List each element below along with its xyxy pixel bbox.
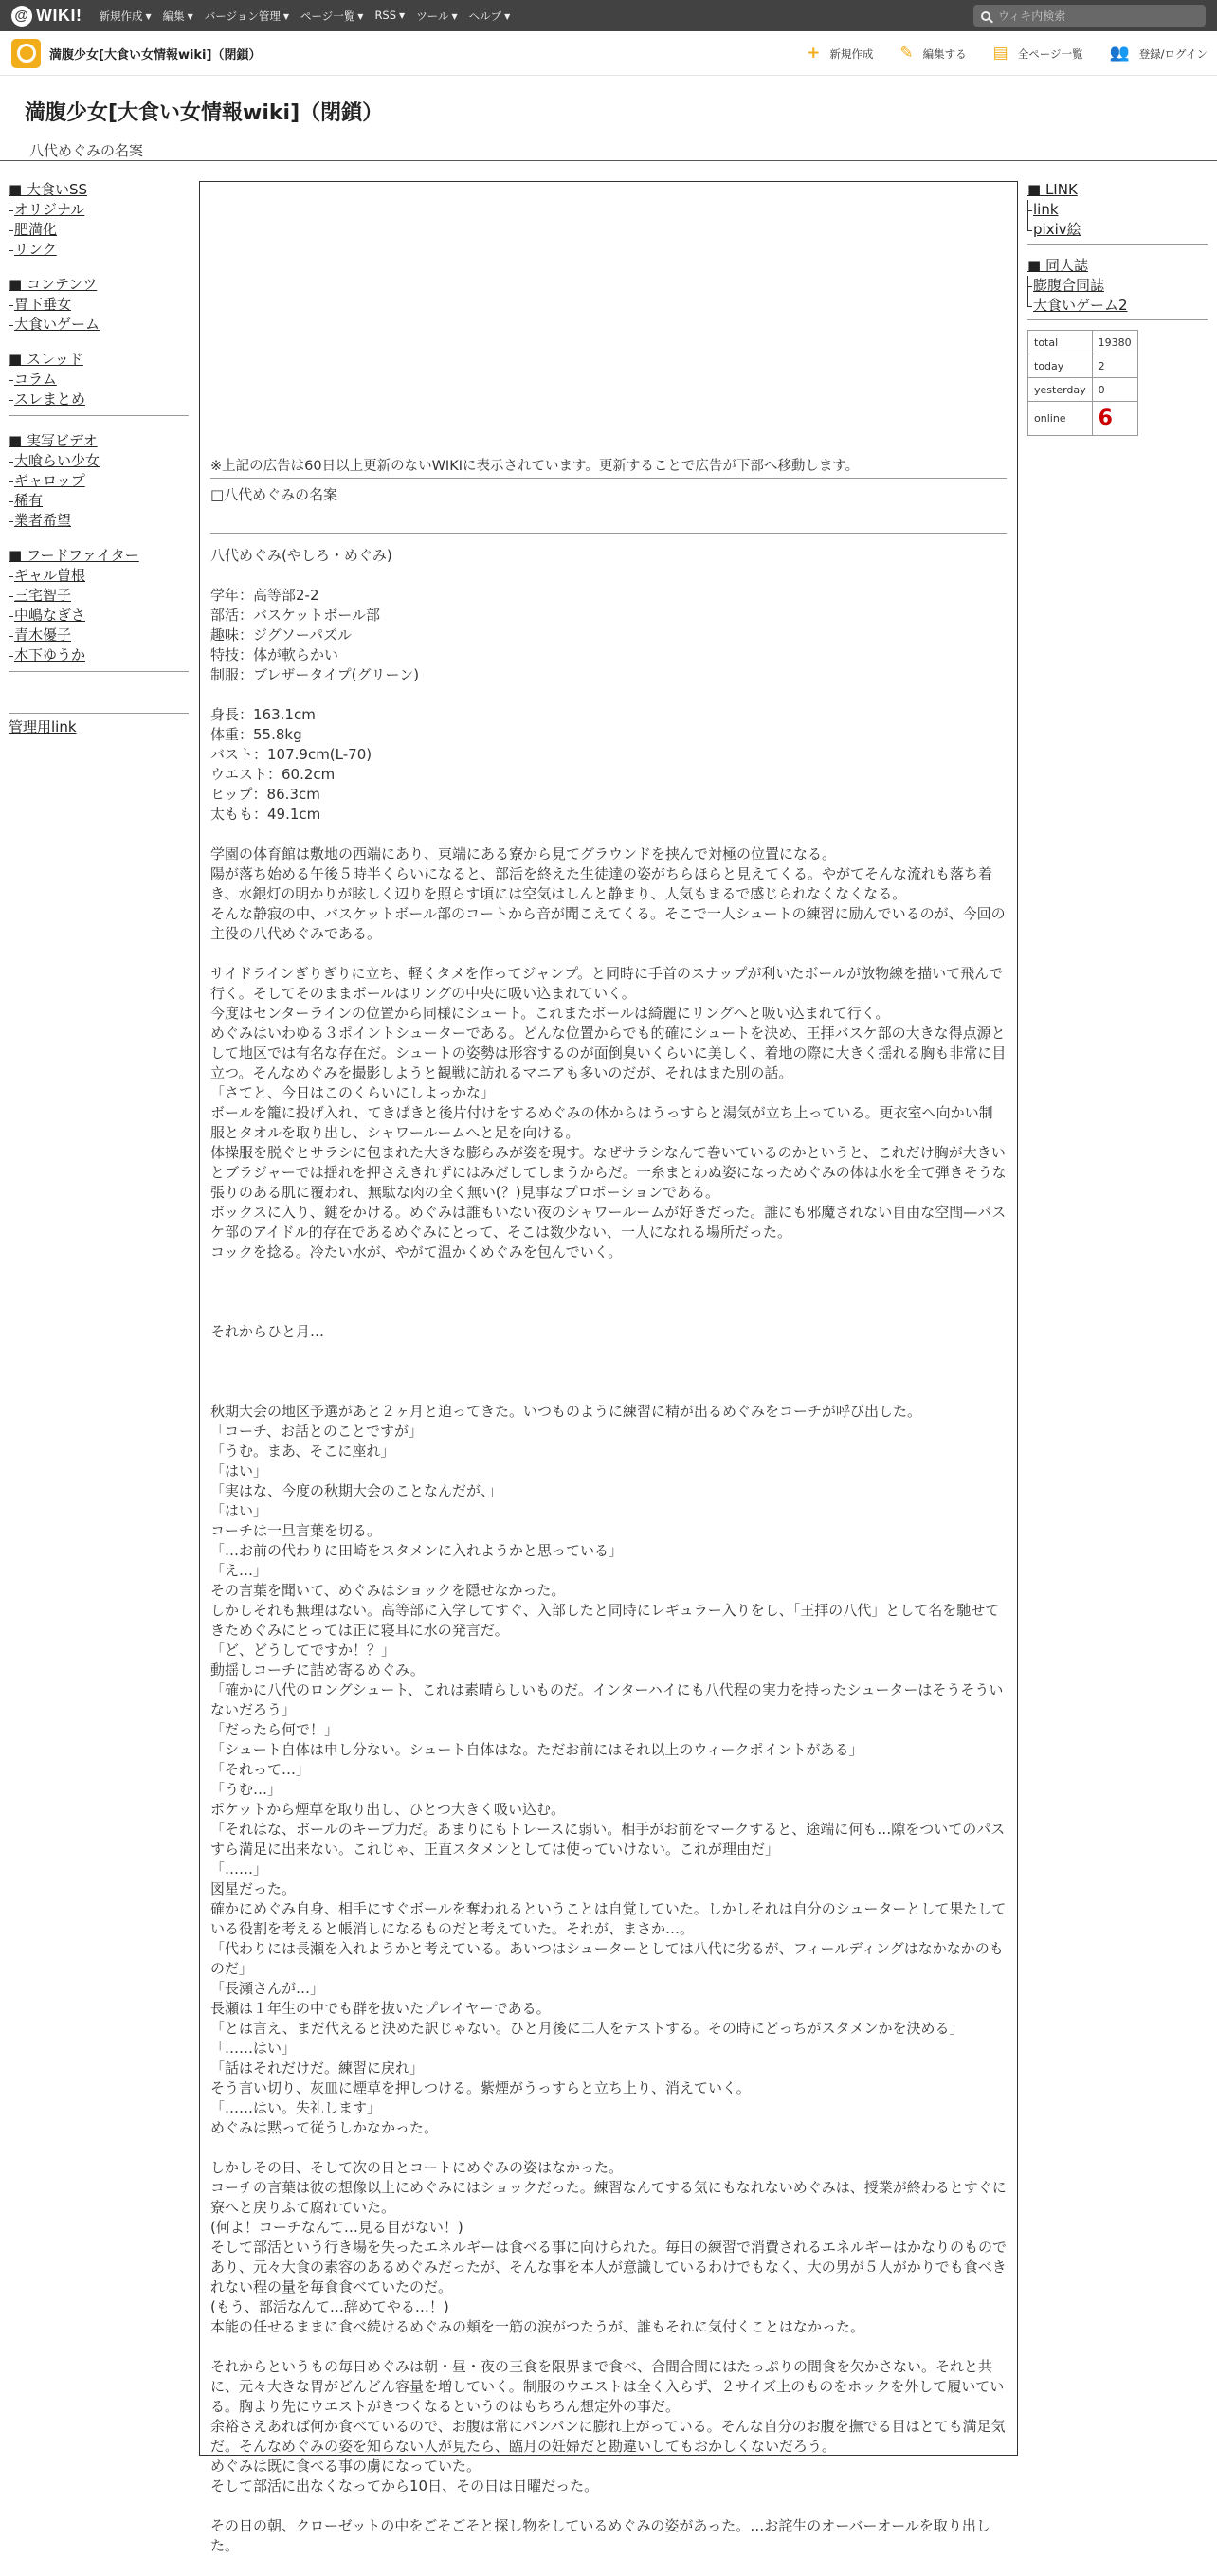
text-line: しかしそれも無理はない。高等部に入学してすぐ、入部したと同時にレギュラー入りをし、「王拝の八代」として名を馳せてきためぐみにとっては正に寝耳に水の発言だ。 xyxy=(210,1602,1000,1639)
menu-label: ヘルプ xyxy=(468,9,502,23)
all-pages-button[interactable] xyxy=(993,45,1083,62)
left-sidebar xyxy=(9,180,189,687)
caret-down-icon: ▼ xyxy=(451,11,458,21)
counter-value: 0 xyxy=(1092,378,1137,402)
text-line: 学年：高等部2-2 xyxy=(210,587,319,604)
left-menu-item[interactable]: リンク xyxy=(9,240,189,260)
menu-label: ページ一覧 xyxy=(300,9,355,23)
left-menu-item[interactable]: 中嶋なぎさ xyxy=(9,606,189,626)
counter-row xyxy=(1028,354,1138,378)
text-line: その日の朝、クローゼットの中をごそごそと探し物をしているめぐみの姿があった。…お詫生のオーバーオールを取り出した。 xyxy=(210,2517,990,2554)
article-paragraph xyxy=(210,546,1007,566)
text-line: 八代めぐみ(やしろ・めぐみ) xyxy=(210,547,392,564)
text-line: (もう、部活なんて…辞めてやる…！) xyxy=(210,2298,449,2315)
text-line: バスト：107.9cm(L-70) xyxy=(210,746,372,763)
text-line: 余裕さえあれば何か食べているので、お腹は常にパンパンに膨れ上がっている。そんな自分のお腹を撫でる目はとても満足気だ。そんなめぐみの姿を知らない人が見たら、臨月の妊婦だと勘違いしてもおかしくないだろう。 xyxy=(210,2418,1006,2455)
counter-label: today xyxy=(1028,354,1093,378)
new-page-button[interactable] xyxy=(807,45,873,62)
text-line: 身長：163.1cm xyxy=(210,706,316,723)
left-menu-heading[interactable]: ■ フードファイター xyxy=(9,547,139,564)
left-menu-heading[interactable]: ■ スレッド xyxy=(9,351,83,368)
menu-rss[interactable] xyxy=(374,9,405,24)
menu-tools[interactable] xyxy=(416,9,457,24)
right-menu-item[interactable]: link xyxy=(1027,200,1208,220)
text-line: ポケットから煙草を取り出し、ひとつ大きく吸い込む。 xyxy=(210,1801,565,1818)
text-line: 「はい」 xyxy=(210,1502,268,1519)
menu-label: バージョン管理 xyxy=(204,9,281,23)
text-line: 「ど、どうしてですか！？」 xyxy=(210,1642,396,1659)
right-menu-item[interactable]: pixiv絵 xyxy=(1027,220,1208,240)
left-menu-item[interactable]: 三宅智子 xyxy=(9,586,189,606)
site-bar xyxy=(0,31,1217,76)
text-line: コックを捻る。冷たい水が、やがて温かくめぐみを包んでいく。 xyxy=(210,1243,623,1261)
text-line: 学園の体育館は敷地の西端にあり、東端にある寮から見てグラウンドを挟んで対極の位置になる。 xyxy=(210,845,837,862)
left-menu-item[interactable]: 胃下垂女 xyxy=(9,295,189,315)
text-line: めぐみはいわゆる３ポイントシューターである。どんな位置からでも的確にシュートを決め、王拝バスケ部の大きな得点源として地区では有名な存在だ。シュートの姿勢は形容するのが面倒臭いくらいに美しく、着地の際に大きく揺れる胸も非常に目立つ。そんなめぐみを撮影しようと観戦に訪れるマニアも多いのだが、それはまた別の話。 xyxy=(210,1025,1007,1081)
left-menu-item[interactable]: 稀有 xyxy=(9,491,189,511)
menu-new[interactable] xyxy=(99,9,151,24)
text-line: ボックスに入り、鍵をかける。めぐみは誰もいない夜のシャワールームが好きだった。誰にも邪魔されない自由な空間—バスケ部のアイドル的存在であるめぐみにとって、そこは数少ない、一人になれる場所だった。 xyxy=(210,1204,1007,1241)
right-menu-heading[interactable]: ■ LINK xyxy=(1027,181,1078,198)
ad-note: ※上記の広告は60日以上更新のないWIKIに表示されています。更新することで広告が下部へ移動します。 xyxy=(210,457,1007,479)
left-menu-item[interactable]: コラム xyxy=(9,370,189,390)
table-of-contents xyxy=(210,485,1007,534)
text-line: 陽が落ち始める午後５時半くらいになると、部活を終えた生徒達の姿がちらほらと見えてくる。やがてそんな流れも落ち着き、水銀灯の明かりが眩しく辺りを照らす頃には空気はしんと静まり、人気もまるで感じられなくなくなる。 xyxy=(210,865,993,902)
pencil-icon: ✎ xyxy=(899,44,914,63)
text-line: 「……」 xyxy=(210,1860,268,1878)
action-label: 新規作成 xyxy=(829,46,874,61)
right-menu-item[interactable]: 膨腹合同誌 xyxy=(1027,276,1208,296)
left-menu-item[interactable]: ギャロップ xyxy=(9,471,189,491)
text-line: 「はい」 xyxy=(210,1462,268,1479)
right-menu-item[interactable]: 大食いゲーム2 xyxy=(1027,296,1208,316)
text-line: それからというもの毎日めぐみは朝・昼・夜の三食を限界まで食べ、合間合間にはたっぷりの間食を欠かさない。それと共に、元々大きな胃がどんどん容量を増していく。制服のウエストは全く入らず、２サイズ上のものをホックを外して履いている。胸より先にウエストがきつくなるというのはもちろん想定外の事だ。 xyxy=(210,2358,1005,2415)
text-line: 「……はい」 xyxy=(210,2040,297,2057)
text-line: 「だったら何で！」 xyxy=(210,1721,339,1738)
access-counter xyxy=(1027,330,1138,436)
text-line: そして部活に出なくなってから10日、その日は日曜だった。 xyxy=(210,2477,599,2494)
text-line: 体重：55.8kg xyxy=(210,726,302,743)
caret-down-icon: ▼ xyxy=(504,11,511,21)
text-line: 今度はセンターラインの位置から同様にシュート。これまたボールは綺麗にリングへと吸い込まれて行く。 xyxy=(210,1005,890,1022)
text-line: 「長瀬さんが…」 xyxy=(210,1980,325,1997)
divider xyxy=(9,671,189,672)
text-line: しかしその日、そして次の日とコートにめぐみの姿はなかった。 xyxy=(210,2159,624,2176)
left-menu-section xyxy=(9,546,189,672)
text-line: 「コーチ、お話とのことですが」 xyxy=(210,1423,423,1440)
text-line: その言葉を聞いて、めぐみはショックを隠せなかった。 xyxy=(210,1582,566,1599)
search-icon xyxy=(981,11,990,21)
main-content xyxy=(199,181,1018,2554)
counter-row xyxy=(1028,331,1138,354)
text-line: ボールを籠に投げ入れ、てきぱきと後片付けをするめぐみの体からはうっすらと湯気が立ち上っている。更衣室へ向かい制服とタオルを取り出し、シャワールームへと足を向ける。 xyxy=(210,1104,993,1141)
text-line: 「…お前の代わりに田崎をスタメンに入れようかと思っている」 xyxy=(210,1542,624,1559)
text-line: 「シュート自体は申し分ない。シュート自体はな。ただお前にはそれ以上のウィークポイントがある」 xyxy=(210,1741,863,1758)
text-line: 「うむ…」 xyxy=(210,1781,282,1798)
text-line: 太もも：49.1cm xyxy=(210,806,321,823)
document-icon: ▤ xyxy=(992,44,1008,63)
paragraph-spacer xyxy=(210,2337,1007,2357)
text-line: 「実はな、今度の秋期大会のことなんだが、」 xyxy=(210,1482,502,1499)
paragraph-spacer xyxy=(210,566,1007,586)
article-paragraph xyxy=(210,705,1007,825)
left-menu-heading[interactable]: ■ 実写ビデオ xyxy=(9,432,98,449)
left-menu-item[interactable]: 業者希望 xyxy=(9,511,189,531)
text-line: 部活：バスケットボール部 xyxy=(210,607,380,624)
left-menu-item[interactable]: オリジナル xyxy=(9,200,189,220)
left-menu-section xyxy=(9,275,189,335)
article-paragraph xyxy=(210,1282,1007,1302)
wiki-logo[interactable] xyxy=(11,6,82,27)
menu-page-list[interactable] xyxy=(300,9,363,24)
text-line: そう言い切り、灰皿に煙草を押しつける。紫煙がうっすらと立ち上り、消えていく。 xyxy=(210,2079,751,2096)
text-line: 「それはな、ボールのキープ力だ。あまりにもトレースに弱い。相手がお前をマークすると、途端に何も…隙をついてのパスすら満足に出来ない。これじゃ、正直スタメンとしては使っていけない。これが理由だ」 xyxy=(210,1821,1006,1858)
left-menu-item[interactable]: 木下ゆうか xyxy=(9,645,189,665)
text-line: それからひと月… xyxy=(210,1323,325,1340)
left-menu-section xyxy=(9,431,189,531)
right-menu-section xyxy=(1027,180,1208,245)
article-paragraph xyxy=(210,844,1007,944)
left-menu-item[interactable]: 肥満化 xyxy=(9,220,189,240)
article-paragraph xyxy=(210,2516,1007,2556)
text-line: 確かにめぐみ自身、相手にすぐボールを奪われるということは自覚していた。しかしそれは自分のシューターとして果たしている役割を考えると帳消しになるものだと考えていた。それが、まさか…。 xyxy=(210,1900,1007,1937)
action-label: 登録/ログイン xyxy=(1138,46,1208,61)
text-line: 趣味：ジグソーパズル xyxy=(210,626,352,644)
article-paragraph xyxy=(210,1402,1007,2138)
users-icon: 👥 xyxy=(1109,44,1130,63)
text-line: ヒップ：86.3cm xyxy=(210,786,320,803)
text-line: 長瀬は１年生の中でも群を抜いたプレイヤーである。 xyxy=(210,2000,551,2017)
text-line: 「代わりには長瀬を入れようかと考えている。あいつはシューターとしては八代に劣るが、フィールディングはなかなかのものだ」 xyxy=(210,1940,1004,1977)
register-login-button[interactable] xyxy=(1110,45,1208,62)
global-nav-bar xyxy=(0,0,1217,31)
counter-row xyxy=(1028,402,1138,436)
paragraph-spacer xyxy=(210,685,1007,705)
paragraph-spacer xyxy=(210,1382,1007,1402)
page-subtitle: 八代めぐみの名案 xyxy=(29,142,144,159)
menu-label: 新規作成 xyxy=(99,9,143,23)
paragraph-spacer xyxy=(210,2496,1007,2516)
text-line: 動揺しコーチに詰め寄るめぐみ。 xyxy=(210,1661,425,1678)
ad-area xyxy=(210,182,1007,457)
global-menu xyxy=(99,9,521,24)
article-paragraph xyxy=(210,2357,1007,2496)
text-line: 「とは言え、まだ代えると決めた訳じゃない。ひと月後に二人をテストする。その時にどっちがスタメンかを決める」 xyxy=(210,2020,964,2037)
text-line: 「うむ。まあ、そこに座れ」 xyxy=(210,1442,395,1460)
online-count: 6 xyxy=(1092,402,1137,436)
caret-down-icon: ▼ xyxy=(145,11,152,21)
left-menu-item[interactable]: スレまとめ xyxy=(9,390,189,409)
text-line: めぐみは黙って従うしかなかった。 xyxy=(210,2119,439,2136)
text-line: (何よ！コーチなんて…見る目がない！) xyxy=(210,2219,463,2236)
text-line: 「……はい。失礼します」 xyxy=(210,2099,382,2116)
admin-link[interactable]: 管理用link xyxy=(9,713,189,736)
left-menu-section xyxy=(9,180,189,260)
menu-label: RSS xyxy=(374,8,397,22)
toc-link[interactable]: □八代めぐみの名案 xyxy=(210,486,338,503)
menu-help[interactable] xyxy=(469,9,511,24)
left-menu-heading[interactable]: ■ コンテンツ xyxy=(9,276,98,293)
right-menu-sections xyxy=(1027,180,1208,320)
left-menu-item[interactable]: 大喰らい少女 xyxy=(9,451,189,471)
article-paragraph xyxy=(210,586,1007,685)
caret-down-icon: ▼ xyxy=(282,11,289,21)
text-line: 「話はそれだけだ。練習に戻れ」 xyxy=(210,2059,425,2077)
text-line: そして部活という行き場を失ったエネルギーは食べる事に向けられた。毎日の練習で消費されるエネルギーはかなりのものであり、元々大食の素容のあるめぐみだったが、そんな事を本人が意識しているわけでもなく、大の男が５人がかりでも食べきれない程の量を毎食食べていたのだ。 xyxy=(210,2239,1008,2295)
text-line: 「さてと、今日はこのくらいにしよっかな」 xyxy=(210,1084,496,1101)
caret-down-icon: ▼ xyxy=(187,11,193,21)
text-line: 「それって…」 xyxy=(210,1761,311,1778)
blank-line xyxy=(210,1362,1007,1382)
text-line: サイドラインぎりぎりに立ち、軽くタメを作ってジャンプ。と同時に手首のスナップが利いたボールが放物線を描いて飛んで行く。そしてそのままボールはリングの中央に吸い込まれていく。 xyxy=(210,965,1004,1002)
left-menu-section xyxy=(9,350,189,416)
at-logo-icon: @ xyxy=(11,6,32,27)
site-actions xyxy=(780,31,1208,76)
article-paragraph xyxy=(210,1322,1007,1342)
paragraph-spacer xyxy=(210,2556,1007,2576)
left-menu-item[interactable]: ギャル曽根 xyxy=(9,566,189,586)
edit-page-button[interactable] xyxy=(899,45,966,62)
menu-label: ツール xyxy=(416,9,449,23)
caret-down-icon: ▼ xyxy=(357,11,364,21)
blank-line xyxy=(210,1282,1007,1302)
search-input[interactable] xyxy=(998,9,1188,23)
menu-edit[interactable] xyxy=(163,9,193,24)
counter-value: 19380 xyxy=(1092,331,1137,354)
site-name[interactable]: 満腹少女[大食い女情報wiki]（閉鎖） xyxy=(49,47,262,63)
article-body xyxy=(210,546,1007,2576)
left-menu-heading[interactable]: ■ 大食いSS xyxy=(9,181,87,198)
counter-label: total xyxy=(1028,331,1093,354)
paragraph-spacer xyxy=(210,1262,1007,1282)
paragraph-spacer xyxy=(210,944,1007,964)
right-menu-heading[interactable]: ■ 同人誌 xyxy=(1027,257,1088,274)
site-logo-icon[interactable] xyxy=(11,39,41,68)
text-line: 秋期大会の地区予選があと２ヶ月と迫ってきた。いつものように練習に精が出るめぐみをコーチが呼び出した。 xyxy=(210,1403,922,1420)
text-line: 「え…」 xyxy=(210,1562,268,1579)
counter-label: online xyxy=(1028,402,1093,436)
page-header xyxy=(0,76,1217,161)
wiki-logo-text: WIKI! xyxy=(36,6,82,25)
action-label: 全ページ一覧 xyxy=(1017,46,1083,61)
counter-row xyxy=(1028,378,1138,402)
counter-value: 2 xyxy=(1092,354,1137,378)
text-line: 体操服を脱ぐとサラシに包まれた大きな膨らみが姿を現す。なぜサラシなんて巻いているのかというと、これだけ胸が大きいとブラジャーでは揺れを押さえきれずにはみだしてしまうからだ。一糸まとわぬ姿になっためぐみの体は水を全て弾きそうな張りのある肌に覆われ、無駄な肉の全く無い(？)見事なプロポーションである。 xyxy=(210,1144,1007,1201)
wiki-search-box[interactable] xyxy=(973,5,1206,27)
text-line: 本能の任せるままに食べ続けるめぐみの頬を一筋の涙がつたうが、誰もそれに気付くことはなかった。 xyxy=(210,2318,865,2335)
left-menu-item[interactable]: 青木優子 xyxy=(9,626,189,645)
plus-icon: + xyxy=(807,44,821,63)
text-line: 図星だった。 xyxy=(210,1880,297,1897)
action-label: 編集する xyxy=(922,46,967,61)
article-paragraph xyxy=(210,2158,1007,2337)
text-line: 制服：ブレザータイプ(グリーン) xyxy=(210,666,420,683)
paragraph-spacer xyxy=(210,1302,1007,1322)
paragraph-spacer xyxy=(210,825,1007,844)
right-sidebar xyxy=(1027,180,1208,436)
menu-label: 編集 xyxy=(162,9,185,23)
text-line: めぐみは既に食べる事の虜になっていた。 xyxy=(210,2458,481,2475)
text-line: コーチは一旦言葉を切る。 xyxy=(210,1522,382,1539)
article-paragraph xyxy=(210,1362,1007,1382)
text-line: 特技：体が軟らかい xyxy=(210,646,339,663)
right-menu-section xyxy=(1027,256,1208,320)
text-line: コーチの言葉は彼の想像以上にめぐみにはショックだった。練習なんてする気にもなれないめぐみは、授業が終わるとすぐに寮へと戻りふて腐れていた。 xyxy=(210,2179,1007,2216)
menu-version[interactable] xyxy=(205,9,289,24)
article-paragraph xyxy=(210,964,1007,1262)
paragraph-spacer xyxy=(210,2138,1007,2158)
text-line: 「確かに八代のロングシュート、これは素晴らしいものだ。インターハイにも八代程の実力を持ったシューターはそうそういないだろう」 xyxy=(210,1681,1004,1718)
text-line: そんな静寂の中、バスケットボール部のコートから音が聞こえてくる。そこで一人シュートの練習に励んでいるのが、今回の主役の八代めぐみである。 xyxy=(210,905,1006,942)
caret-down-icon: ▼ xyxy=(399,10,406,20)
paragraph-spacer xyxy=(210,1342,1007,1362)
divider xyxy=(9,415,189,416)
left-menu-item[interactable]: 大食いゲーム xyxy=(9,315,189,335)
counter-label: yesterday xyxy=(1028,378,1093,402)
text-line: ウエスト：60.2cm xyxy=(210,766,336,783)
page-title[interactable]: 満腹少女[大食い女情報wiki]（閉鎖） xyxy=(25,101,384,125)
